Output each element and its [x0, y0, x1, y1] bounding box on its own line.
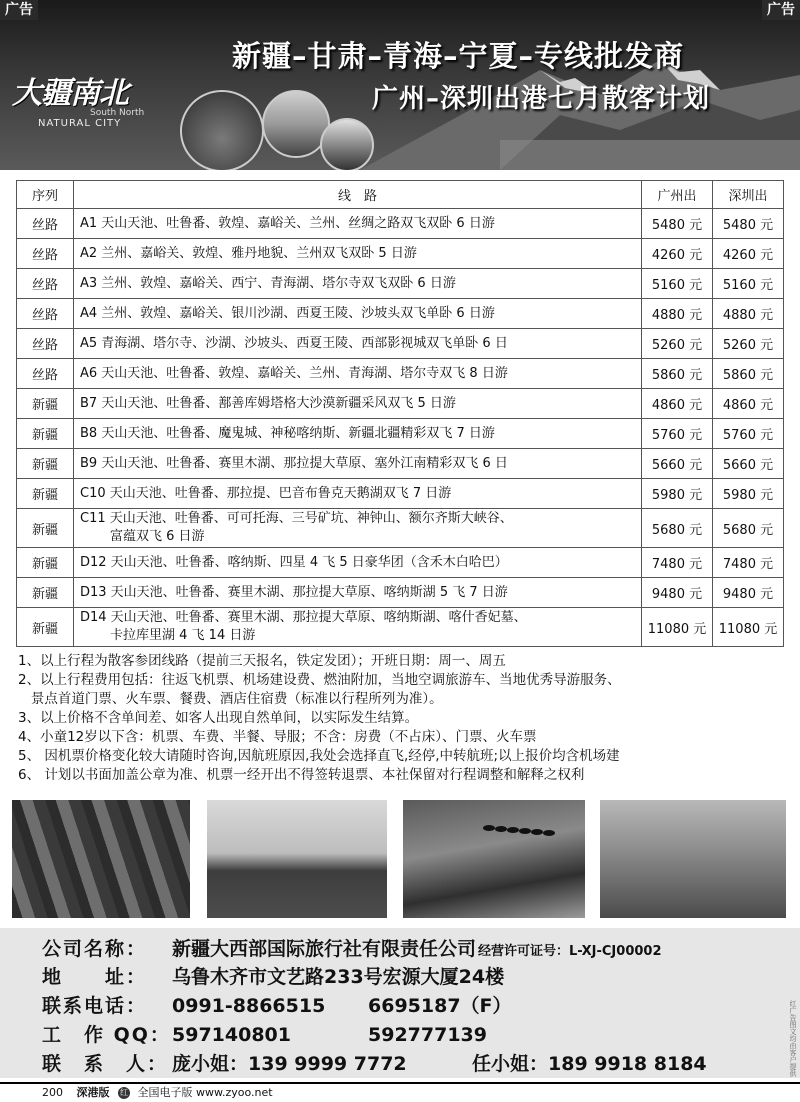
route-text: A3 兰州、敦煌、嘉峪关、西宁、青海湖、塔尔寺双飞双卧 6 日游 [80, 275, 456, 291]
route-price-table [16, 180, 784, 647]
photo-desert-camels [403, 800, 585, 918]
ad-label-right: 广告 [762, 0, 800, 20]
category-cell: 丝路 [17, 269, 74, 299]
price-shenzhen: 7480 元 [713, 548, 784, 578]
route-cell [74, 479, 642, 509]
price-shenzhen: 5160 元 [713, 269, 784, 299]
route-cell [74, 548, 642, 578]
route-cell [74, 239, 642, 269]
table-row [17, 608, 784, 647]
brand-logo-tagline: NATURAL CITY [38, 118, 122, 129]
category-cell: 丝路 [17, 359, 74, 389]
route-text: A2 兰州、嘉峪关、敦煌、雅丹地貌、兰州双飞双卧 5 日游 [80, 245, 417, 261]
table-header-cell: 序列 [17, 181, 74, 209]
route-cell [74, 608, 642, 647]
price-shenzhen: 5760 元 [713, 419, 784, 449]
phone-row [42, 991, 512, 1018]
route-text: C11 天山天池、吐鲁番、可可托海、三号矿坑、神钟山、额尔齐斯大峡谷、 [80, 511, 513, 526]
website-text: 全国电子版 www.zyoo.net [137, 1086, 273, 1099]
table-row [17, 389, 784, 419]
table-row [17, 548, 784, 578]
price-guangzhou: 5680 元 [642, 509, 713, 548]
price-guangzhou: 5160 元 [642, 269, 713, 299]
page-number: 200 [42, 1086, 63, 1099]
sub-headline: 广州–深圳出港七月散客计划 [372, 84, 711, 114]
photo-dancers [600, 800, 786, 918]
page-footer [0, 1082, 800, 1102]
route-text: B7 天山天池、吐鲁番、鄯善库姆塔格大沙漠新疆采风双飞 5 日游 [80, 395, 456, 411]
category-cell: 新疆 [17, 449, 74, 479]
table-row [17, 359, 784, 389]
table-row [17, 419, 784, 449]
route-cell [74, 419, 642, 449]
price-shenzhen: 5660 元 [713, 449, 784, 479]
price-guangzhou: 5980 元 [642, 479, 713, 509]
route-cell [74, 209, 642, 239]
note-line: 1、以上行程为散客参团线路（提前三天报名，铁定发团）；开班日期：周一、周五 [18, 653, 506, 669]
price-guangzhou: 5860 元 [642, 359, 713, 389]
route-text: B8 天山天池、吐鲁番、魔鬼城、神秘喀纳斯、新疆北疆精彩双飞 7 日游 [80, 425, 495, 441]
price-guangzhou: 9480 元 [642, 578, 713, 608]
price-shenzhen: 5480 元 [713, 209, 784, 239]
camel-silhouettes [403, 800, 585, 918]
edition-logo-icon: 红 [120, 1088, 128, 1097]
company-name: 新疆大西部国际旅行社有限责任公司 [172, 938, 477, 960]
price-guangzhou: 5480 元 [642, 209, 713, 239]
address-value: 乌鲁木齐市文艺路233号宏源大厦24楼 [172, 966, 505, 988]
contact-person-1: 庞小姐：139 9999 7772 [172, 1053, 407, 1075]
terms-notes [18, 652, 788, 785]
note-line: 6、 计划以书面加盖公章为准、机票一经开出不得签转退票、本社保留对行程调整和解释之权利 [18, 767, 585, 783]
route-text: A6 天山天池、吐鲁番、敦煌、嘉峪关、兰州、青海湖、塔尔寺双飞 8 日游 [80, 365, 508, 381]
category-cell: 新疆 [17, 419, 74, 449]
qq-secondary: 592777139 [368, 1024, 487, 1046]
category-cell: 新疆 [17, 479, 74, 509]
price-guangzhou: 5660 元 [642, 449, 713, 479]
table-row [17, 449, 784, 479]
table-row [17, 479, 784, 509]
price-shenzhen: 11080 元 [713, 608, 784, 647]
price-shenzhen: 9480 元 [713, 578, 784, 608]
price-guangzhou: 4860 元 [642, 389, 713, 419]
route-cell [74, 299, 642, 329]
route-cell [74, 389, 642, 419]
category-cell: 新疆 [17, 608, 74, 647]
qq-primary: 597140801 [172, 1024, 291, 1046]
photo-circle-flowers [180, 90, 264, 170]
route-cell [74, 509, 642, 548]
photo-kebab [12, 800, 190, 918]
price-shenzhen: 4260 元 [713, 239, 784, 269]
main-headline: 新疆–甘肃–青海–宁夏–专线批发商 [232, 39, 685, 73]
photo-circle-mountain [320, 118, 374, 170]
note-line: 4、小童12岁以下含：机票、车费、半餐、导服；不含：房费（不占床）、门票、火车票 [18, 729, 537, 745]
category-cell: 新疆 [17, 389, 74, 419]
header-banner [0, 0, 800, 170]
route-cell [74, 269, 642, 299]
price-shenzhen: 5980 元 [713, 479, 784, 509]
table-row [17, 269, 784, 299]
person-label: 联 系 人： [42, 1053, 169, 1075]
license-number: 经营许可证号：L-XJ-CJ00002 [478, 944, 662, 959]
price-guangzhou: 4260 元 [642, 239, 713, 269]
qq-row [42, 1020, 487, 1047]
price-shenzhen: 5260 元 [713, 329, 784, 359]
route-text: B9 天山天池、吐鲁番、赛里木湖、那拉提大草原、塞外江南精彩双飞 6 日 [80, 455, 508, 471]
price-shenzhen: 4860 元 [713, 389, 784, 419]
address-label: 地 址： [42, 966, 148, 988]
contact-person-2: 任小姐：189 9918 8184 [472, 1053, 707, 1075]
note-line: 5、 因机票价格变化较大请随时咨询,因航班原因,我处会选择直飞,经停,中转航班;以上报价均含机场建 [18, 748, 620, 764]
category-cell: 丝路 [17, 329, 74, 359]
person-row [42, 1049, 707, 1076]
route-text: D14 天山天池、吐鲁番、赛里木湖、那拉提大草原、喀纳斯湖、喀什香妃墓、 [80, 610, 527, 625]
note-line: 2、以上行程费用包括：往返飞机票、机场建设费、燃油附加，当地空调旅游车、当地优秀导游服务、 [18, 672, 621, 688]
price-guangzhou: 11080 元 [642, 608, 713, 647]
ad-label-left: 广告 [0, 0, 38, 20]
route-text: D12 天山天池、吐鲁番、喀纳斯、四星 4 飞 5 日豪华团（含禾木白哈巴） [80, 554, 508, 570]
table-row [17, 329, 784, 359]
category-cell: 新疆 [17, 578, 74, 608]
brand-logo-subtext: South North [90, 108, 145, 118]
category-cell: 丝路 [17, 209, 74, 239]
price-guangzhou: 5760 元 [642, 419, 713, 449]
table-header-cell: 广州出 [642, 181, 713, 209]
phone-fax: 6695187（F） [368, 995, 512, 1017]
table-header-cell: 深圳出 [713, 181, 784, 209]
table-header-cell: 线 路 [74, 181, 642, 209]
category-cell: 新疆 [17, 548, 74, 578]
category-cell: 新疆 [17, 509, 74, 548]
note-line: 景点首道门票、火车票、餐费、酒店住宿费（标准以行程所列为准）。 [18, 691, 443, 707]
table-row [17, 578, 784, 608]
phone-primary: 0991-8866515 [172, 995, 326, 1017]
table-row [17, 209, 784, 239]
brand-logo-text: 大疆南北 [12, 76, 128, 111]
price-guangzhou: 4880 元 [642, 299, 713, 329]
route-text-continued: 卡拉库里湖 4 飞 14 日游 [110, 628, 256, 643]
note-line: 3、以上价格不含单间差、如客人出现自然单间，以实际发生结算。 [18, 710, 419, 726]
category-cell: 丝路 [17, 299, 74, 329]
table-row [17, 299, 784, 329]
table-header-row [17, 181, 784, 209]
side-disclaimer: 红广告图文均由客户提供 [789, 1000, 797, 1077]
route-cell [74, 329, 642, 359]
company-row [42, 934, 662, 961]
route-text: A4 兰州、敦煌、嘉峪关、银川沙湖、西夏王陵、沙坡头双飞单卧 6 日游 [80, 305, 495, 321]
price-guangzhou: 5260 元 [642, 329, 713, 359]
photo-poplar-trees [207, 800, 387, 918]
category-cell: 丝路 [17, 239, 74, 269]
company-label: 公司名称： [42, 938, 148, 960]
route-text: A1 天山天池、吐鲁番、敦煌、嘉峪关、兰州、丝绸之路双飞双卧 6 日游 [80, 215, 495, 231]
route-cell [74, 449, 642, 479]
contact-block [0, 928, 800, 1078]
price-shenzhen: 5680 元 [713, 509, 784, 548]
route-text: D13 天山天池、吐鲁番、赛里木湖、那拉提大草原、喀纳斯湖 5 飞 7 日游 [80, 584, 508, 600]
route-cell [74, 578, 642, 608]
route-text: A5 青海湖、塔尔寺、沙湖、沙坡头、西夏王陵、西部影视城双飞单卧 6 日 [80, 335, 508, 351]
edition-label: 深港版 [76, 1086, 110, 1099]
phone-label: 联系电话： [42, 995, 148, 1017]
address-row [42, 962, 504, 989]
table-row [17, 239, 784, 269]
price-shenzhen: 4880 元 [713, 299, 784, 329]
price-guangzhou: 7480 元 [642, 548, 713, 578]
price-shenzhen: 5860 元 [713, 359, 784, 389]
route-text: C10 天山天池、吐鲁番、那拉提、巴音布鲁克天鹅湖双飞 7 日游 [80, 485, 452, 501]
table-row [17, 509, 784, 548]
qq-label: 工 作 QQ： [42, 1024, 171, 1046]
brand-logo [12, 68, 144, 129]
route-cell [74, 359, 642, 389]
route-text-continued: 富蕴双飞 6 日游 [110, 529, 205, 544]
